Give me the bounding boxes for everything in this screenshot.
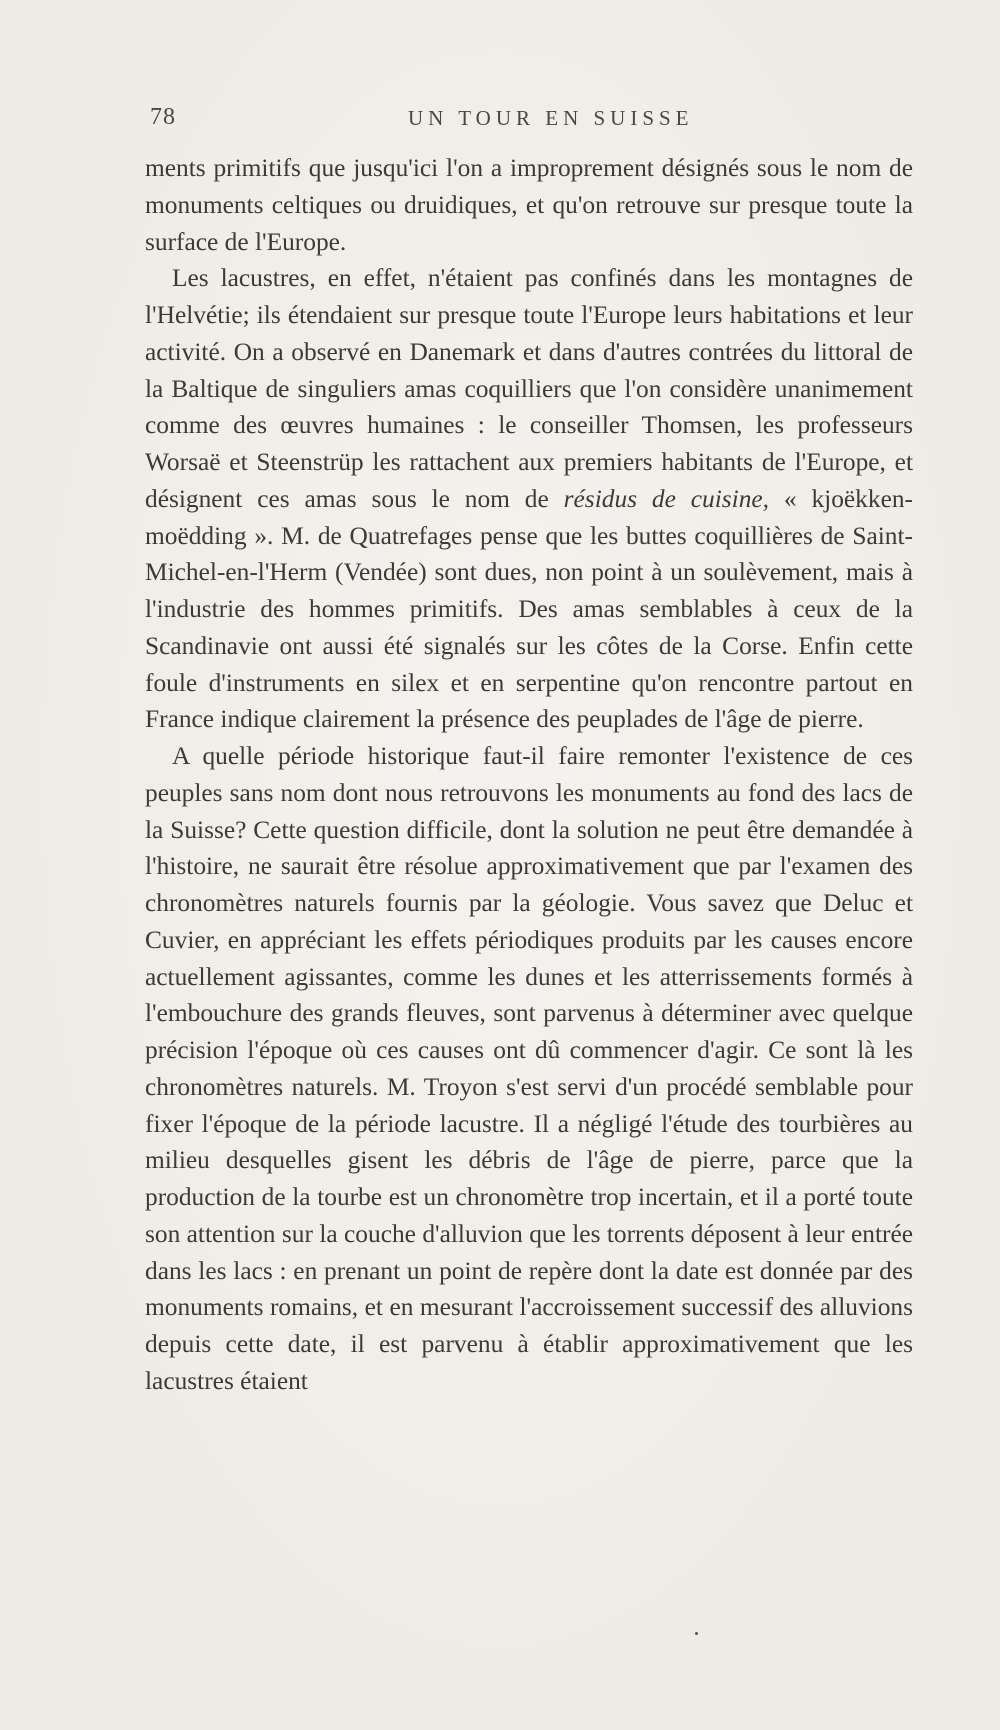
page-header — [150, 104, 910, 134]
paragraph-1 — [145, 150, 913, 260]
paragraph-2-text-before: Les lacustres, en effet, n'étaient pas confinés dans les montagnes de l'Helvétie; ils étendaient sur presque toute l'Europe leurs habitations et leur activité. On a observé en Danemark et dans d'autres contrées du littoral de la Baltique de singuliers amas coquilliers que l'on considère unanimement comme des œuvres humaines : le conseiller Thomsen, les professeurs Worsaë et Steenstrüp les rattachent aux premiers habitants de l'Europe, et désignent ces amas sous le nom de — [145, 264, 913, 513]
page-number: 78 — [150, 104, 176, 130]
ink-speck — [695, 1632, 698, 1635]
paragraph-2-text-after: « kjoëkken-moëdding ». M. de Quatrefages pense que les buttes coquillières de Saint-Michel-en-l'Herm (Vendée) sont dues, non point à un soulèvement, mais à l'industrie des hommes primitifs. Des amas semblables à ceux de la Scandinavie ont aussi été signalés sur les côtes de la Corse. Enfin cette foule d'instruments en silex et en serpentine qu'on rencontre partout en France indique clairement la présence des peuplades de l'âge de pierre. — [145, 484, 913, 734]
paragraph-3-text: A quelle période historique faut-il faire remonter l'existence de ces peuples sans nom dont nous retrouvons les monuments au fond des lacs de la Suisse? Cette question difficile, dont la solution ne peut être demandée à l'histoire, ne saurait être résolue approximativement que par l'examen des chronomètres naturels fournis par la géologie. Vous savez que Deluc et Cuvier, en appréciant les effets périodiques produits par les causes encore actuellement agissantes, comme les dunes et les atterrissements formés à l'embouchure des grands fleuves, sont parvenus à déterminer avec quelque précision l'époque où ces causes ont dû commencer d'agir. Ce sont là les chronomètres naturels. M. Troyon s'est servi d'un procédé semblable pour fixer l'époque de la période lacustre. Il a négligé l'étude des tourbières au milieu desquelles gisent les débris de l'âge de pierre, parce que la production de la tourbe est un chronomètre trop incertain, et il a porté toute son attention sur la couche d'alluvion que les torrents déposent à leur entrée dans les lacs : en prenant un point de repère dont la date est donnée par des monuments romains, et en mesurant l'accroissement successif des alluvions depuis cette date, il est parvenu à établir approximativement que les lacustres étaient — [145, 742, 913, 1395]
running-title: UN TOUR EN SUISSE — [408, 106, 694, 130]
paragraph-3 — [145, 738, 913, 1400]
paragraph-1-text: ments primitifs que jusqu'ici l'on a improprement désignés sous le nom de monuments celtiques ou druidiques, et qu'on retrouve sur presque toute la surface de l'Europe. — [145, 154, 913, 256]
paragraph-2 — [145, 260, 913, 738]
paragraph-2-italic-term: résidus de cuisine, — [563, 484, 770, 513]
body-text — [145, 150, 913, 1400]
